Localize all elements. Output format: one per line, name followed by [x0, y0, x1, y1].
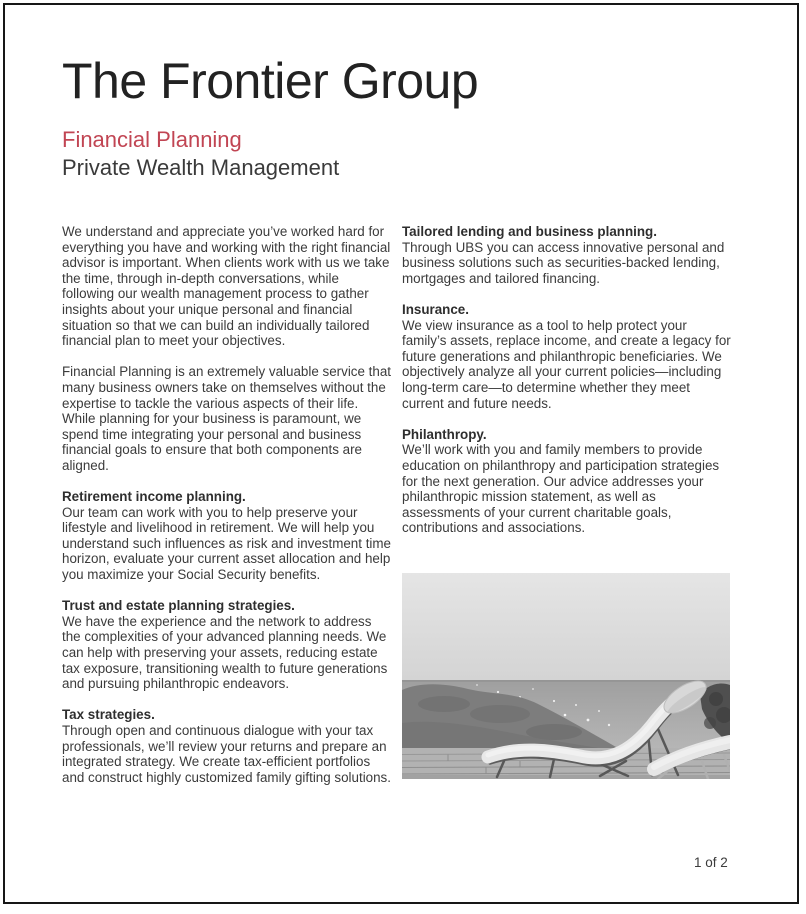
page-number: 1 of 2 — [694, 855, 728, 870]
section-heading-tax: Tax strategies. — [62, 707, 155, 723]
section-body-trust-estate: We have the experience and the network to address the complexities of your advanced planning needs. We can help with preserving your assets, reducing estate tax exposure, transitioning wealth to future generations and pursuing philanthropic endeavors. — [62, 613, 388, 692]
section-heading-insurance: Insurance. — [402, 301, 469, 317]
section-body-lending: Through UBS you can access innovative personal and business solutions such as securities-backed lending, mortgages and tailored financing. — [402, 239, 725, 286]
section-body-insurance: We view insurance as a tool to help protect your family’s assets, replace income, and create a legacy for future generations and philanthropic beneficiaries. We objectively analyze all your current policies—including long-term care—to determine whether they meet current and future needs. — [402, 317, 731, 411]
section-body-philanthropy: We’ll work with you and family members to provide education on philanthropy and participation strategies for the next generation. Our advice addresses your philanthropic mission statement, as well as assessments of your current charitable goals, contributions and associations. — [402, 442, 720, 536]
photo-sky — [402, 573, 730, 680]
seaside-photo-illustration — [402, 573, 730, 779]
section-body-retirement: Our team can work with you to help preserve your lifestyle and livelihood in retirement. We will help you understand such influences as risk and investment time horizon, evaluate your current asset allocation and help you maximize your Social Security benefits. — [62, 504, 391, 583]
section-heading-retirement: Retirement income planning. — [62, 489, 246, 505]
section-heading-trust-estate: Trust and estate planning strategies. — [62, 598, 295, 614]
section-heading-philanthropy: Philanthropy. — [402, 426, 487, 442]
page-title: The Frontier Group — [62, 53, 479, 109]
intro-paragraph-2: Financial Planning is an extremely valuable service that many business owners take on themselves without the expertise to tackle the various aspects of their life. While planning for your business is paramount, we spend time integrating your personal and business financial goals to ensure that both components are aligned. — [62, 364, 391, 473]
section-body-tax: Through open and continuous dialogue with your tax professionals, we’ll review your returns and prepare an integrated strategy. We create tax-efficient portfolios and construct highly customized family gifting solutions. — [62, 723, 391, 785]
subtitle-block — [62, 126, 339, 182]
subtitle-financial-planning: Financial Planning — [62, 127, 242, 152]
section-heading-lending: Tailored lending and business planning. — [402, 224, 657, 239]
left-column — [62, 224, 392, 801]
seaside-lounge-chairs-photo — [402, 573, 730, 779]
intro-paragraph-1: We understand and appreciate you’ve worked hard for everything you have and working with the right financial advisor is important. When clients work with us we take the time, through in-depth conversations, while following our wealth management process to gather insights about your unique personal and financial situation so that we can build an individually tailored financial plan to meet your objectives. — [62, 224, 391, 349]
subtitle-private-wealth-management: Private Wealth Management — [62, 155, 340, 180]
